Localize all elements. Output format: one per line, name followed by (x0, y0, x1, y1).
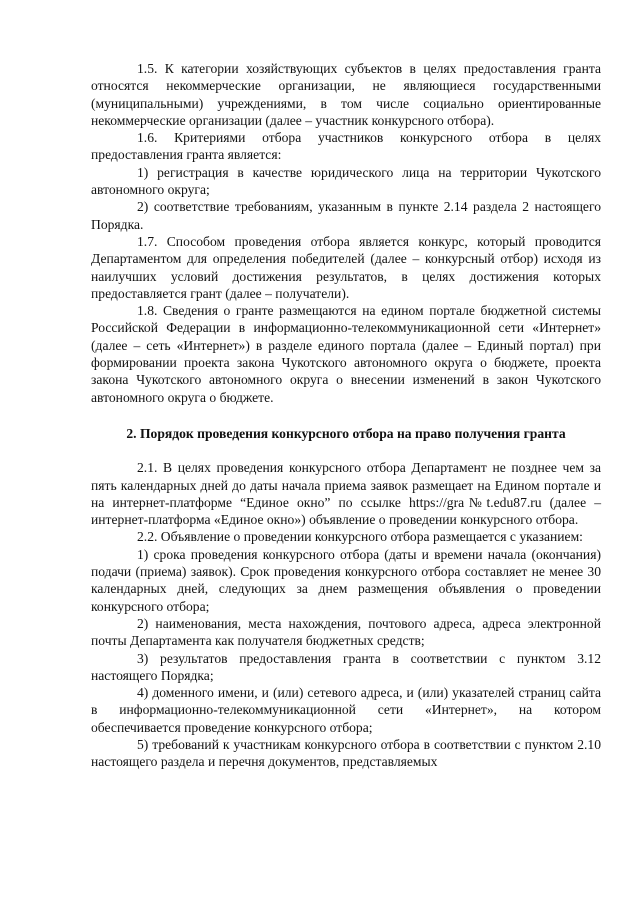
paragraph-2-1: 2.1. В целях проведения конкурсного отбора Департамент не позднее чем за пять календарных дней до даты начала приема заявок размещает на Едином портале и на интернет-платформе “Единое окно” по ссылке https://gra№t.edu87.ru (далее – интернет-платформа «Единое окно») объявление о проведении конкурсного отбора. (91, 460, 601, 528)
paragraph-2-2-item-2: 2) наименования, места нахождения, почтового адреса, адреса электронной почты Департамента как получателя бюджетных средств; (91, 615, 601, 649)
paragraph-2-2-item-3: 3) результатов предоставления гранта в соответствии с пунктом 3.12 настоящего Порядка; (91, 650, 601, 683)
document-body (91, 60, 601, 771)
section-heading: 2. Порядок проведения конкурсного отбора на право получения гранта (126, 425, 566, 441)
paragraph-2-2-item-1: 1) срока проведения конкурсного отбора (даты и времени начала (окончания) подачи (приема) заявок). Срок проведения конкурсного отбора составляет не менее 30 календарных дней, следующих за днем размещения объявления о проведении конкурсного отбора; (91, 546, 601, 614)
paragraph-1-5: 1.5. К категории хозяйствующих субъектов в целях предоставления гранта относятся некоммерческие организации, не являющиеся государственными (муниципальными) учреждениями, в том числе социально ориентированные некоммерческие организации (далее – участник конкурсного отбора). (91, 61, 601, 128)
paragraph-1-6-item-1: 1) регистрация в качестве юридического лица на территории Чукотского автономного округа; (91, 164, 601, 198)
paragraph-1-7: 1.7. Способом проведения отбора является конкурс, который проводится Департаментом для определения победителей (далее – конкурсный отбор) исходя из наилучших условий достижения результатов, в целях достижения которых предоставляется грант (далее – получатели). (91, 233, 601, 301)
paragraph-1-6: 1.6. Критериями отбора участников конкурсного отбора в целях предоставления гранта является: (91, 130, 601, 163)
paragraph-2-2-item-4: 4) доменного имени, и (или) сетевого адреса, и (или) указателей страниц сайта в информационно-телекоммуникационной сети «Интернет», на котором обеспечивается проведение конкурсного отбора; (91, 685, 601, 735)
paragraph-2-2-item-5: 5) требований к участникам конкурсного отбора в соответствии с пунктом 2.10 настоящего раздела и перечня документов, представляемых (91, 736, 601, 770)
paragraph-1-6-item-2: 2) соответствие требованиям, указанным в пункте 2.14 раздела 2 настоящего Порядка. (91, 199, 601, 232)
paragraph-2-2: 2.2. Объявление о проведении конкурсного отбора размещается с указанием: (137, 529, 583, 545)
paragraph-1-8: 1.8. Сведения о гранте размещаются на едином портале бюджетной системы Российской Федерации в информационно-телекоммуникационной сети «Интернет» (далее – сеть «Интернет») в разделе единого портала (далее – Единый портал) при формировании проекта закона Чукотского автономного округа о бюджете, проекта закона Чукотского автономного округа о внесении изменений в закон Чукотского автономного округа о бюджете. (91, 303, 601, 405)
